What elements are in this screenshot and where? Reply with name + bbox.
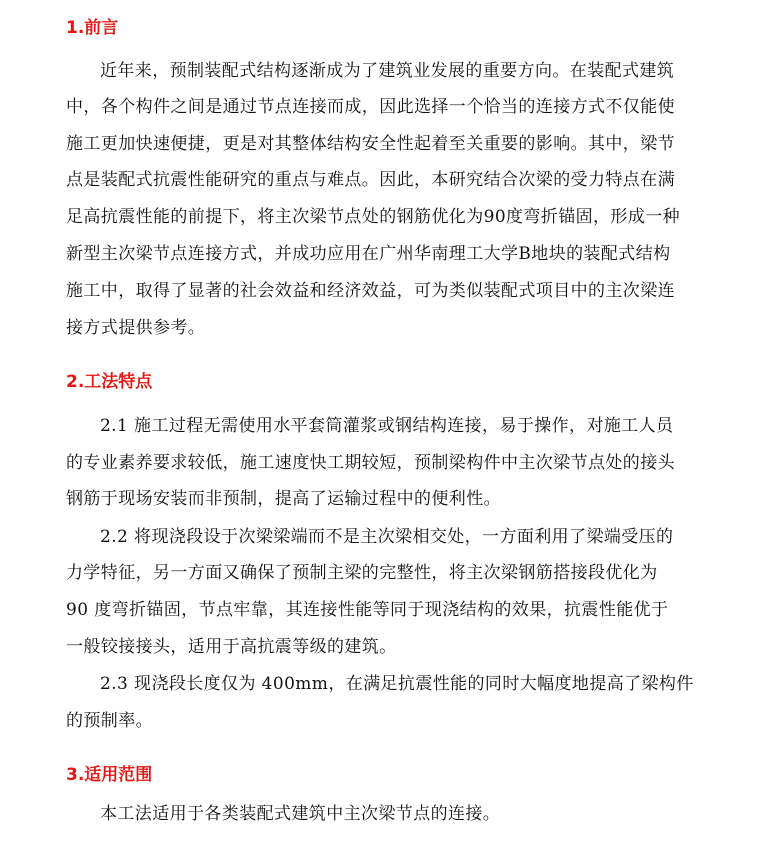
paragraph-line: 的预制率。 [66,711,153,731]
paragraph-line: 力学特征，另一方面又确保了预制主梁的完整性，将主次梁钢筋搭接段优化为 [66,563,658,583]
paragraph-line: 的专业素养要求较低，施工速度快工期较短，预制梁构件中主次梁节点处的接头 [66,453,675,473]
section-heading-preface: 1.前言 [66,18,119,38]
paragraph-line: 2.1 施工过程无需使用水平套筒灌浆或钢结构连接，易于操作，对施工人员 [100,416,674,436]
section-heading-scope: 3.适用范围 [66,765,153,785]
paragraph-line: 一般铰接接头，适用于高抗震等级的建筑。 [66,637,397,657]
paragraph-line: 2.3 现浇段长度仅为 400mm，在满足抗震性能的同时大幅度地提高了梁构件 [100,674,694,694]
paragraph-line: 90 度弯折锚固，节点牢靠，其连接性能等同于现浇结构的效果，抗震性能优于 [66,600,669,620]
paragraph-line: 中，各个构件之间是通过节点连接而成，因此选择一个恰当的连接方式不仅能使 [66,97,675,117]
paragraph-line: 本工法适用于各类装配式建筑中主次梁节点的连接。 [100,804,501,824]
paragraph-line: 新型主次梁节点连接方式，并成功应用在广州华南理工大学B地块的装配式结构 [66,244,671,264]
paragraph-line: 接方式提供参考。 [66,318,206,338]
paragraph-line: 2.2 将现浇段设于次梁梁端而不是主次梁相交处，一方面利用了梁端受压的 [100,527,674,547]
paragraph-line: 施工中，取得了显著的社会效益和经济效益，可为类似装配式项目中的主次梁连 [66,281,675,301]
paragraph-line: 钢筋于现场安装而非预制，提高了运输过程中的便利性。 [66,489,501,509]
paragraph-line: 点是装配式抗震性能研究的重点与难点。因此，本研究结合次梁的受力特点在满 [66,170,675,190]
paragraph-line: 施工更加快速便捷，更是对其整体结构安全性起着至关重要的影响。其中，梁节 [66,134,675,154]
paragraph-line: 足高抗震性能的前提下，将主次梁节点处的钢筋优化为90度弯折锚固，形成一种 [66,207,681,227]
section-heading-features: 2.工法特点 [66,372,153,392]
paragraph-line: 近年来，预制装配式结构逐渐成为了建筑业发展的重要方向。在装配式建筑 [100,61,675,81]
